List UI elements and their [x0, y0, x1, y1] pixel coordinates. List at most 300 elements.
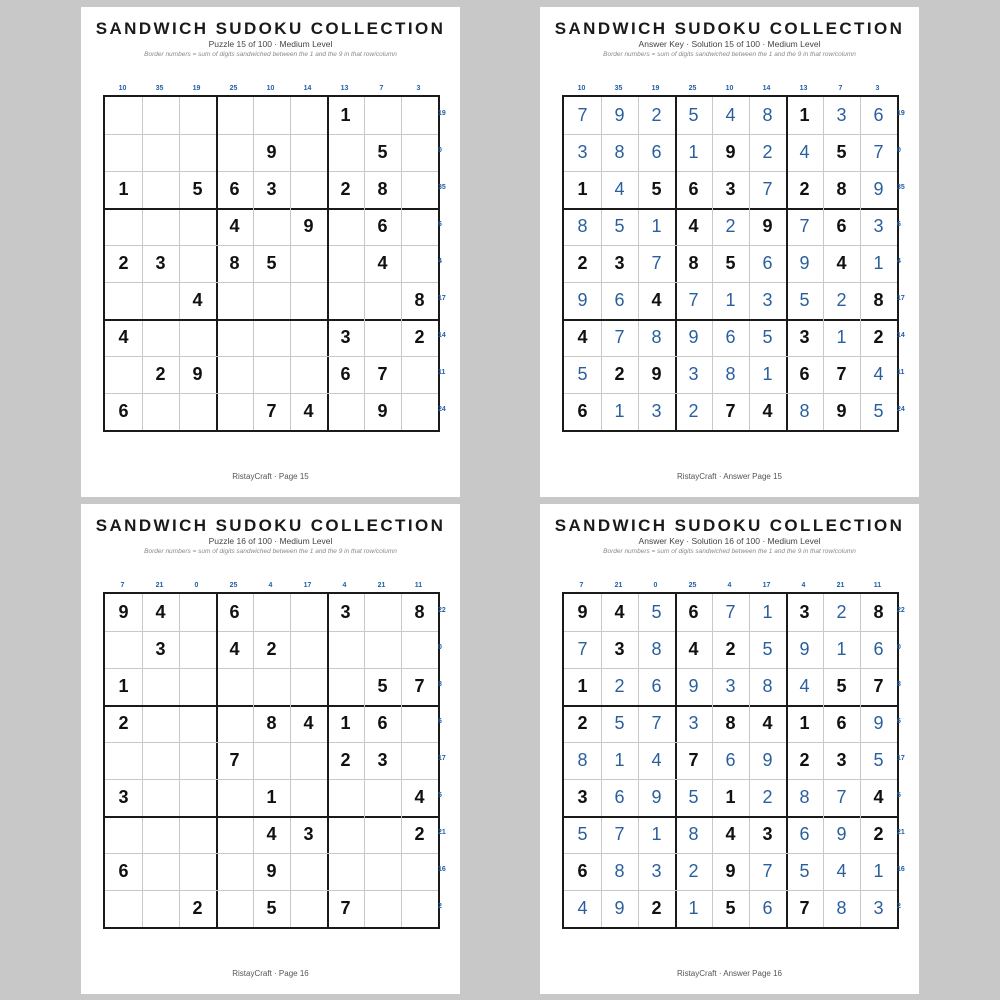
sudoku-cell: 1 [762, 364, 773, 384]
column-clue: 3 [416, 85, 421, 92]
sudoku-cell: 4 [651, 290, 662, 310]
sudoku-cell: 6 [577, 861, 588, 881]
sudoku-cell[interactable]: 2 [266, 639, 277, 659]
sudoku-cell: 7 [688, 750, 699, 770]
sudoku-cell[interactable] [364, 594, 401, 631]
page-subtitle: Puzzle 16 of 100 · Medium Level [208, 536, 333, 546]
sudoku-cell[interactable] [253, 668, 290, 705]
sudoku-cell[interactable]: 1 [340, 105, 351, 125]
page-title: SANDWICH SUDOKU COLLECTION [554, 516, 905, 535]
sudoku-cell[interactable] [105, 97, 142, 134]
sudoku-cell: 8 [725, 364, 736, 384]
sudoku-cell[interactable] [327, 631, 364, 668]
sudoku-cell: 6 [836, 713, 847, 733]
sudoku-cell: 3 [725, 676, 736, 696]
sudoku-cell[interactable]: 2 [155, 364, 166, 384]
sudoku-cell[interactable]: 3 [118, 787, 129, 807]
row-clue: 17 [438, 755, 446, 762]
sudoku-cell: 7 [577, 105, 588, 125]
sudoku-cell[interactable] [401, 356, 438, 393]
sudoku-cell[interactable]: 4 [377, 253, 388, 273]
sudoku-cell[interactable]: 1 [266, 787, 277, 807]
sudoku-cell[interactable]: 6 [377, 216, 388, 236]
sudoku-cell[interactable] [327, 208, 364, 245]
sudoku-cell[interactable]: 5 [266, 898, 277, 918]
sudoku-cell[interactable]: 4 [229, 216, 240, 236]
sudoku-cell[interactable] [179, 319, 216, 356]
page-footer: RistayCraft · Page 16 [232, 969, 309, 978]
row-clues [438, 592, 458, 925]
sudoku-cell[interactable] [327, 779, 364, 816]
sudoku-cell[interactable] [290, 282, 327, 319]
sudoku-cell[interactable]: 4 [266, 824, 277, 844]
sudoku-cell: 6 [725, 327, 736, 347]
page-title: SANDWICH SUDOKU COLLECTION [554, 19, 905, 38]
sudoku-cell: 7 [651, 253, 662, 273]
sudoku-cell: 2 [688, 401, 699, 421]
sudoku-cell[interactable] [216, 816, 253, 853]
sudoku-cell[interactable] [290, 742, 327, 779]
page-subtitle: Answer Key · Solution 15 of 100 · Medium Level [638, 39, 821, 49]
sudoku-cell[interactable]: 9 [266, 861, 277, 881]
sudoku-cell[interactable] [179, 742, 216, 779]
sudoku-cell[interactable] [216, 890, 253, 927]
sudoku-cell[interactable] [401, 97, 438, 134]
sudoku-cell[interactable] [364, 319, 401, 356]
row-clue: 14 [438, 332, 446, 339]
sudoku-cell: 3 [688, 364, 699, 384]
sudoku-cell[interactable] [142, 816, 179, 853]
sudoku-cell[interactable] [142, 171, 179, 208]
sudoku-cell[interactable]: 7 [266, 401, 277, 421]
sudoku-cell[interactable] [216, 319, 253, 356]
sudoku-cell[interactable]: 9 [266, 142, 277, 162]
column-clue: 13 [340, 85, 349, 92]
sudoku-cell: 6 [577, 401, 588, 421]
sudoku-cell: 2 [836, 290, 847, 310]
column-clue: 7 [579, 582, 584, 589]
sudoku-cell[interactable]: 6 [118, 861, 129, 881]
column-clue: 21 [836, 582, 845, 589]
sudoku-cell[interactable]: 6 [229, 179, 240, 199]
sudoku-cell[interactable] [142, 97, 179, 134]
sudoku-cell: 7 [651, 713, 662, 733]
sudoku-cell[interactable] [179, 393, 216, 430]
sudoku-cell: 4 [614, 179, 625, 199]
sudoku-cell: 2 [762, 787, 773, 807]
sudoku-cell[interactable]: 4 [229, 639, 240, 659]
row-clue: 11 [897, 369, 905, 376]
sudoku-cell: 5 [614, 216, 625, 236]
sudoku-cell: 2 [873, 824, 884, 844]
sudoku-cell[interactable] [290, 134, 327, 171]
sudoku-cell[interactable]: 7 [229, 750, 240, 770]
sudoku-cell: 5 [836, 142, 847, 162]
sudoku-cell[interactable] [216, 134, 253, 171]
sudoku-cell[interactable] [290, 890, 327, 927]
sudoku-cell[interactable]: 3 [340, 602, 351, 622]
sudoku-cell[interactable] [364, 779, 401, 816]
sudoku-cell[interactable]: 9 [192, 364, 203, 384]
row-clue: 14 [897, 332, 905, 339]
sudoku-cell[interactable] [179, 594, 216, 631]
sudoku-cell[interactable] [216, 97, 253, 134]
sudoku-cell[interactable] [105, 816, 142, 853]
sudoku-cell: 5 [577, 364, 588, 384]
sudoku-cell[interactable] [142, 890, 179, 927]
sudoku-cell: 9 [836, 401, 847, 421]
sudoku-cell[interactable] [253, 282, 290, 319]
sudoku-cell[interactable] [401, 890, 438, 927]
sudoku-cell: 6 [762, 253, 773, 273]
sudoku-cell[interactable] [364, 816, 401, 853]
rules-note: Border numbers = sum of digits sandwiched between the 1 and the 9 in that row/column [144, 51, 397, 58]
sudoku-cell[interactable] [142, 779, 179, 816]
sudoku-cell[interactable] [105, 356, 142, 393]
sudoku-cell: 7 [688, 290, 699, 310]
sudoku-cell[interactable]: 7 [377, 364, 388, 384]
sudoku-cell[interactable] [179, 779, 216, 816]
sudoku-cell[interactable] [179, 631, 216, 668]
sudoku-cell: 4 [762, 713, 773, 733]
sudoku-cell: 8 [577, 750, 588, 770]
sudoku-cell[interactable]: 4 [192, 290, 203, 310]
sudoku-cell[interactable] [142, 853, 179, 890]
sudoku-cell[interactable] [401, 631, 438, 668]
sudoku-cell: 8 [762, 105, 773, 125]
sudoku-cell: 2 [725, 216, 736, 236]
sudoku-cell[interactable] [401, 245, 438, 282]
sudoku-cell[interactable]: 6 [340, 364, 351, 384]
answer-page-16 [540, 504, 919, 994]
sudoku-cell[interactable] [216, 853, 253, 890]
sudoku-cell[interactable]: 3 [266, 179, 277, 199]
sudoku-cell[interactable]: 4 [118, 327, 129, 347]
sudoku-cell: 4 [577, 327, 588, 347]
sudoku-cell[interactable] [216, 356, 253, 393]
sudoku-cell[interactable] [179, 134, 216, 171]
sudoku-cell[interactable]: 2 [118, 253, 129, 273]
sudoku-cell: 8 [651, 639, 662, 659]
page-subtitle: Answer Key · Solution 16 of 100 · Medium Level [638, 536, 821, 546]
column-clue: 10 [266, 85, 275, 92]
sudoku-cell: 4 [688, 216, 699, 236]
sudoku-cell[interactable] [105, 282, 142, 319]
sudoku-cell[interactable] [105, 742, 142, 779]
sudoku-cell[interactable] [401, 208, 438, 245]
sudoku-cell: 8 [836, 898, 847, 918]
page-footer: RistayCraft · Answer Page 16 [677, 969, 782, 978]
sudoku-cell: 4 [836, 253, 847, 273]
sudoku-cell: 1 [799, 713, 810, 733]
sudoku-cell: 2 [577, 253, 588, 273]
sudoku-cell[interactable] [253, 356, 290, 393]
sudoku-cell[interactable] [401, 134, 438, 171]
sudoku-cell: 9 [799, 639, 810, 659]
sudoku-cell[interactable] [327, 134, 364, 171]
sudoku-cell: 4 [725, 105, 736, 125]
sudoku-cell[interactable] [327, 853, 364, 890]
sudoku-cell[interactable]: 2 [340, 179, 351, 199]
sudoku-cell[interactable] [142, 742, 179, 779]
sudoku-cell: 6 [725, 750, 736, 770]
sudoku-cell[interactable]: 8 [266, 713, 277, 733]
row-clue: 16 [897, 866, 905, 873]
column-clue: 14 [303, 85, 312, 92]
column-clue: 19 [651, 85, 660, 92]
sudoku-cell[interactable]: 2 [192, 898, 203, 918]
column-clue: 3 [875, 85, 880, 92]
sudoku-cell[interactable] [142, 208, 179, 245]
row-clue: 21 [438, 829, 446, 836]
sudoku-cell[interactable]: 3 [155, 253, 166, 273]
row-clue: 8 [438, 681, 442, 688]
sudoku-cell[interactable]: 5 [266, 253, 277, 273]
sudoku-cell[interactable]: 4 [155, 602, 166, 622]
column-clue: 25 [688, 582, 697, 589]
sudoku-cell[interactable]: 8 [229, 253, 240, 273]
sudoku-cell: 4 [614, 602, 625, 622]
sudoku-cell[interactable]: 9 [118, 602, 129, 622]
sudoku-cell: 2 [799, 179, 810, 199]
sudoku-cell[interactable] [327, 816, 364, 853]
sudoku-cell[interactable]: 5 [377, 142, 388, 162]
sudoku-cell[interactable] [179, 97, 216, 134]
sudoku-cell: 6 [688, 179, 699, 199]
sudoku-cell: 6 [799, 824, 810, 844]
sudoku-cell: 7 [614, 327, 625, 347]
sudoku-cell: 4 [725, 824, 736, 844]
sudoku-cell[interactable] [253, 594, 290, 631]
sudoku-cell: 6 [614, 787, 625, 807]
sudoku-cell[interactable] [216, 393, 253, 430]
sudoku-cell[interactable] [364, 282, 401, 319]
page-footer: RistayCraft · Page 15 [232, 472, 309, 481]
sudoku-cell[interactable] [216, 668, 253, 705]
sudoku-cell: 7 [799, 898, 810, 918]
column-clue: 10 [118, 85, 127, 92]
sudoku-cell[interactable] [253, 208, 290, 245]
sudoku-cell: 9 [836, 824, 847, 844]
sudoku-cell[interactable] [401, 705, 438, 742]
sudoku-cell[interactable]: 2 [414, 824, 425, 844]
sudoku-cell[interactable] [142, 134, 179, 171]
sudoku-cell[interactable] [327, 245, 364, 282]
sudoku-cell: 1 [688, 142, 699, 162]
sudoku-cell[interactable] [105, 208, 142, 245]
sudoku-cell: 8 [762, 676, 773, 696]
row-clue: 17 [897, 295, 905, 302]
sudoku-cell[interactable] [401, 853, 438, 890]
sudoku-cell[interactable]: 7 [340, 898, 351, 918]
puzzle-page-16 [81, 504, 460, 994]
page-title: SANDWICH SUDOKU COLLECTION [95, 516, 446, 535]
sudoku-cell[interactable]: 2 [340, 750, 351, 770]
sudoku-cell[interactable] [290, 319, 327, 356]
sudoku-cell[interactable]: 9 [303, 216, 314, 236]
sudoku-cell[interactable]: 8 [414, 290, 425, 310]
sudoku-cell: 9 [614, 105, 625, 125]
sudoku-cell: 9 [762, 216, 773, 236]
sudoku-cell: 3 [614, 253, 625, 273]
sudoku-cell: 5 [725, 898, 736, 918]
column-clue: 11 [873, 582, 882, 589]
sudoku-cell: 4 [762, 401, 773, 421]
sudoku-cell[interactable]: 1 [118, 676, 129, 696]
sudoku-cell[interactable] [253, 319, 290, 356]
sudoku-cell[interactable] [253, 742, 290, 779]
sudoku-cell[interactable] [179, 705, 216, 742]
sudoku-cell[interactable] [290, 245, 327, 282]
row-clue: 6 [897, 221, 901, 228]
sudoku-cell[interactable]: 5 [192, 179, 203, 199]
sudoku-cell[interactable] [179, 208, 216, 245]
sudoku-cell[interactable] [142, 319, 179, 356]
row-clues [897, 95, 917, 428]
sudoku-cell: 7 [873, 142, 884, 162]
sudoku-cell[interactable]: 5 [377, 676, 388, 696]
row-clue: 17 [897, 755, 905, 762]
sudoku-cell[interactable]: 6 [229, 602, 240, 622]
sudoku-cell[interactable] [105, 134, 142, 171]
sudoku-cell: 5 [688, 105, 699, 125]
row-clue: 21 [897, 829, 905, 836]
sudoku-grid [562, 95, 899, 432]
row-clues [897, 592, 917, 925]
sudoku-cell[interactable] [216, 282, 253, 319]
sudoku-cell: 2 [873, 327, 884, 347]
sudoku-cell[interactable] [105, 631, 142, 668]
sudoku-cell: 8 [873, 602, 884, 622]
sudoku-cell[interactable] [179, 668, 216, 705]
sudoku-cell[interactable] [216, 705, 253, 742]
sudoku-cell: 3 [799, 327, 810, 347]
rules-note: Border numbers = sum of digits sandwiched between the 1 and the 9 in that row/column [603, 548, 856, 555]
sudoku-cell[interactable] [216, 779, 253, 816]
sudoku-cell[interactable] [290, 631, 327, 668]
column-clue: 21 [155, 582, 164, 589]
sudoku-cell[interactable] [290, 594, 327, 631]
column-clue: 21 [377, 582, 386, 589]
column-clue: 21 [614, 582, 623, 589]
sudoku-cell: 3 [799, 602, 810, 622]
sudoku-cell[interactable]: 2 [118, 713, 129, 733]
sudoku-cell[interactable] [179, 245, 216, 282]
sudoku-cell[interactable] [142, 282, 179, 319]
sudoku-cell[interactable]: 8 [414, 602, 425, 622]
sudoku-cell: 8 [688, 253, 699, 273]
sudoku-cell: 9 [725, 861, 736, 881]
sudoku-cell[interactable] [327, 282, 364, 319]
sudoku-cell[interactable] [142, 668, 179, 705]
sudoku-cell[interactable]: 3 [155, 639, 166, 659]
sudoku-cell[interactable]: 8 [377, 179, 388, 199]
sudoku-grid [103, 592, 440, 929]
sudoku-cell: 5 [577, 824, 588, 844]
sudoku-cell[interactable] [364, 631, 401, 668]
sudoku-cell[interactable]: 3 [377, 750, 388, 770]
sudoku-grid [103, 95, 440, 432]
sudoku-cell[interactable]: 1 [340, 713, 351, 733]
sudoku-cell[interactable] [253, 97, 290, 134]
sudoku-cell[interactable] [142, 393, 179, 430]
sudoku-cell[interactable]: 6 [377, 713, 388, 733]
sudoku-cell[interactable]: 3 [303, 824, 314, 844]
sudoku-cell: 4 [577, 898, 588, 918]
sudoku-cell[interactable] [327, 393, 364, 430]
sudoku-cell[interactable]: 4 [414, 787, 425, 807]
sudoku-cell[interactable]: 9 [377, 401, 388, 421]
sudoku-cell: 6 [651, 142, 662, 162]
sudoku-cell: 3 [651, 861, 662, 881]
column-clue: 25 [688, 85, 697, 92]
sudoku-cell[interactable] [327, 668, 364, 705]
sudoku-cell[interactable]: 3 [340, 327, 351, 347]
row-clue: 2 [438, 903, 442, 910]
sudoku-cell[interactable]: 4 [303, 713, 314, 733]
sudoku-cell: 7 [577, 639, 588, 659]
sudoku-cell[interactable] [364, 853, 401, 890]
sudoku-cell[interactable] [290, 171, 327, 208]
row-clue: 11 [438, 369, 446, 376]
sudoku-cell: 4 [873, 787, 884, 807]
column-clue: 0 [194, 582, 199, 589]
sudoku-cell: 2 [614, 676, 625, 696]
sudoku-cell[interactable] [142, 705, 179, 742]
sudoku-cell: 1 [836, 327, 847, 347]
sudoku-cell[interactable] [105, 890, 142, 927]
sudoku-cell[interactable] [401, 742, 438, 779]
column-clues [563, 85, 896, 95]
sudoku-cell[interactable] [290, 97, 327, 134]
sudoku-cell[interactable]: 2 [414, 327, 425, 347]
sudoku-cell: 2 [577, 713, 588, 733]
sudoku-cell[interactable] [290, 779, 327, 816]
sudoku-cell: 2 [725, 639, 736, 659]
sudoku-cell: 9 [762, 750, 773, 770]
sudoku-cell[interactable] [401, 393, 438, 430]
sudoku-cell: 7 [836, 787, 847, 807]
sudoku-cell: 8 [651, 327, 662, 347]
column-clues [563, 582, 896, 592]
sudoku-cell: 6 [836, 216, 847, 236]
sudoku-cell: 1 [577, 676, 588, 696]
sudoku-cell[interactable] [179, 853, 216, 890]
row-clue: 19 [897, 110, 905, 117]
sudoku-cell[interactable] [364, 890, 401, 927]
sudoku-cell[interactable] [401, 171, 438, 208]
row-clue: 22 [897, 607, 905, 614]
sudoku-cell[interactable] [290, 356, 327, 393]
sudoku-cell[interactable] [290, 668, 327, 705]
column-clue: 11 [414, 582, 423, 589]
sudoku-cell[interactable] [179, 816, 216, 853]
sudoku-cell[interactable] [364, 97, 401, 134]
sudoku-cell: 3 [577, 787, 588, 807]
sudoku-cell: 5 [688, 787, 699, 807]
sudoku-cell[interactable]: 4 [303, 401, 314, 421]
sudoku-cell[interactable]: 6 [118, 401, 129, 421]
sudoku-cell: 9 [688, 676, 699, 696]
sudoku-cell[interactable]: 7 [414, 676, 425, 696]
sudoku-cell: 3 [762, 824, 773, 844]
sudoku-cell[interactable]: 1 [118, 179, 129, 199]
column-clue: 7 [838, 85, 843, 92]
sudoku-cell[interactable] [290, 853, 327, 890]
sudoku-cell: 2 [614, 364, 625, 384]
sudoku-cell: 1 [614, 401, 625, 421]
sudoku-cell: 3 [873, 898, 884, 918]
